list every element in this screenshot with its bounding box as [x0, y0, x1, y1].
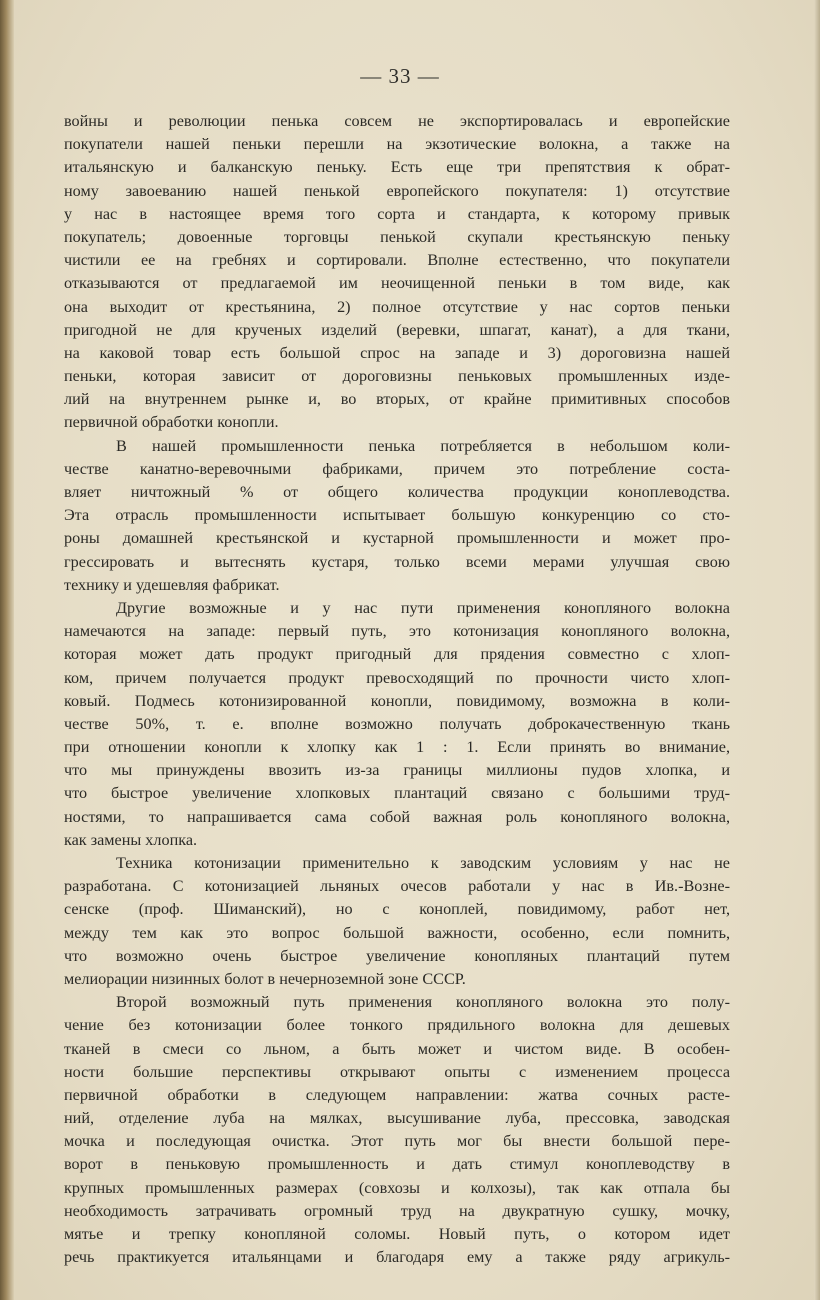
page-outer-edge: [814, 0, 820, 1300]
text-line: тканей в смеси со льном, а быть может и чистом виде. В особен-: [64, 1039, 730, 1058]
text-line: разработана. С котонизацией льняных очесов работали у нас в Ив.-Возне-: [64, 877, 730, 896]
text-line: Другие возможные и у нас пути применения конопляного волокна: [116, 598, 730, 617]
text-line: Эта отрасль промышленности испытывает большую конкуренцию со сто-: [64, 506, 730, 525]
text-line: чистили ее на гребнях и сортировали. Вполне естественно, что покупатели: [64, 251, 730, 270]
text-line: честве 50%, т. е. вполне возможно получать доброкачественную ткань: [64, 714, 730, 733]
text-line: роны домашней крестьянской и кустарной промышленности и может про-: [64, 529, 730, 548]
text-line: честве канатно-веревочными фабриками, причем это потребление соста-: [64, 459, 730, 478]
text-line: мелиорации низинных болот в нечерноземной зоне СССР.: [64, 969, 466, 988]
text-line: при отношении конопли к хлопку как 1 : 1. Если принять во внимание,: [64, 738, 730, 757]
text-line: ности большие перспективы открывают опыты с изменением процесса: [64, 1062, 730, 1081]
text-line: Техника котонизации применительно к заводским условиям у нас не: [116, 854, 730, 872]
text-line: необходимость затрачивать огромный труд на двукратную сушку, мочку,: [64, 1201, 730, 1220]
text-line: первичной обработки конопли.: [64, 413, 279, 432]
text-line: технику и удешевляя фабрикат.: [64, 575, 280, 594]
text-line: ностями, то напрашивается сама собой важная роль конопляного волокна,: [64, 807, 730, 826]
text-line: что быстрое увеличение хлопковых плантаций связано с большими труд-: [64, 784, 730, 803]
text-line: итальянскую и балканскую пеньку. Есть еще три препятствия к обрат-: [64, 158, 730, 177]
text-line: ний, отделение луба на мялках, высушивание луба, прессовка, заводская: [64, 1109, 730, 1128]
text-line: на каковой товар есть большой спрос на западе и 3) дороговизна нашей: [64, 343, 730, 362]
text-line: речь практикуется итальянцами и благодаря ему а также ряду агрикуль-: [64, 1248, 730, 1267]
page-number: — 33 —: [360, 64, 440, 88]
text-line: ковый. Подмесь котонизированной конопли, повидимому, возможна в коли-: [64, 691, 730, 710]
body-text: [64, 110, 730, 1269]
text-line: пеньки, которая зависит от дороговизны пеньковых промышленных изде-: [64, 367, 730, 386]
text-line: мочка и последующая очистка. Этот путь мог бы внести большой пере-: [64, 1132, 730, 1151]
text-line: она выходит от крестьянина, 2) полное отсутствие у нас сортов пеньки: [64, 297, 730, 316]
text-line: пригодной не для крученых изделий (веревки, шпагат, канат), а для ткани,: [64, 320, 730, 339]
text-line: что возможно очень быстрое увеличение конопляных плантаций путем: [64, 946, 730, 965]
text-line: намечаются на западе: первый путь, это котонизация конопляного волокна,: [64, 622, 730, 641]
text-line: вляет ничтожный % от общего количества продукции коноплеводства.: [64, 483, 730, 501]
text-line: как замены хлопка.: [64, 830, 198, 849]
text-line: ному завоеванию нашей пенькой европейского покупателя: 1) отсутствие: [64, 181, 730, 200]
text-line: отказываются от предлагаемой им неочищенной пеньки в том виде, как: [64, 274, 730, 293]
text-line: сенске (проф. Шиманский), но с коноплей, повидимому, работ нет,: [64, 900, 730, 919]
text-line: у нас в настоящее время того сорта и стандарта, к которому привык: [64, 204, 730, 223]
text-line: покупатели нашей пеньки перешли на экзотические волокна, а также на: [64, 135, 730, 154]
text-line: чение без котонизации более тонкого прядильного волокна для дешевых: [64, 1016, 730, 1035]
text-line: покупатель; довоенные торговцы пенькой скупали крестьянскую пеньку: [64, 227, 730, 246]
page-binding-edge: [0, 0, 14, 1300]
text-line: ком, причем получается продукт превосходящий по прочности чисто хлоп-: [64, 668, 730, 687]
text-line: первичной обработки в следующем направлении: жатва сочных расте-: [64, 1085, 730, 1104]
text-line: В нашей промышленности пенька потребляется в небольшом коли-: [116, 436, 730, 455]
text-line: что мы принуждены ввозить из-за границы миллионы пудов хлопка, и: [64, 761, 730, 780]
text-line: грессировать и вытеснять кустаря, только всеми мерами улучшая свою: [64, 552, 730, 571]
text-line: которая может дать продукт пригодный для прядения совместно с хлоп-: [64, 645, 730, 664]
text-line: между тем как это вопрос большой важности, особенно, если помнить,: [64, 923, 730, 942]
text-line: лий на внутреннем рынке и, во вторых, от крайне примитивных способов: [64, 390, 730, 409]
text-line: Второй возможный путь применения конопляного волокна это полу-: [116, 993, 730, 1012]
text-line: ворот в пеньковую промышленность и дать стимул коноплеводству в: [64, 1155, 730, 1174]
text-line: мятье и трепку конопляной соломы. Новый путь, о котором идет: [64, 1225, 730, 1243]
text-line: войны и революции пенька совсем не экспортировалась и европейские: [64, 112, 730, 130]
text-line: крупных промышленных размерах (совхозы и колхозы), так как отпала бы: [64, 1178, 730, 1197]
